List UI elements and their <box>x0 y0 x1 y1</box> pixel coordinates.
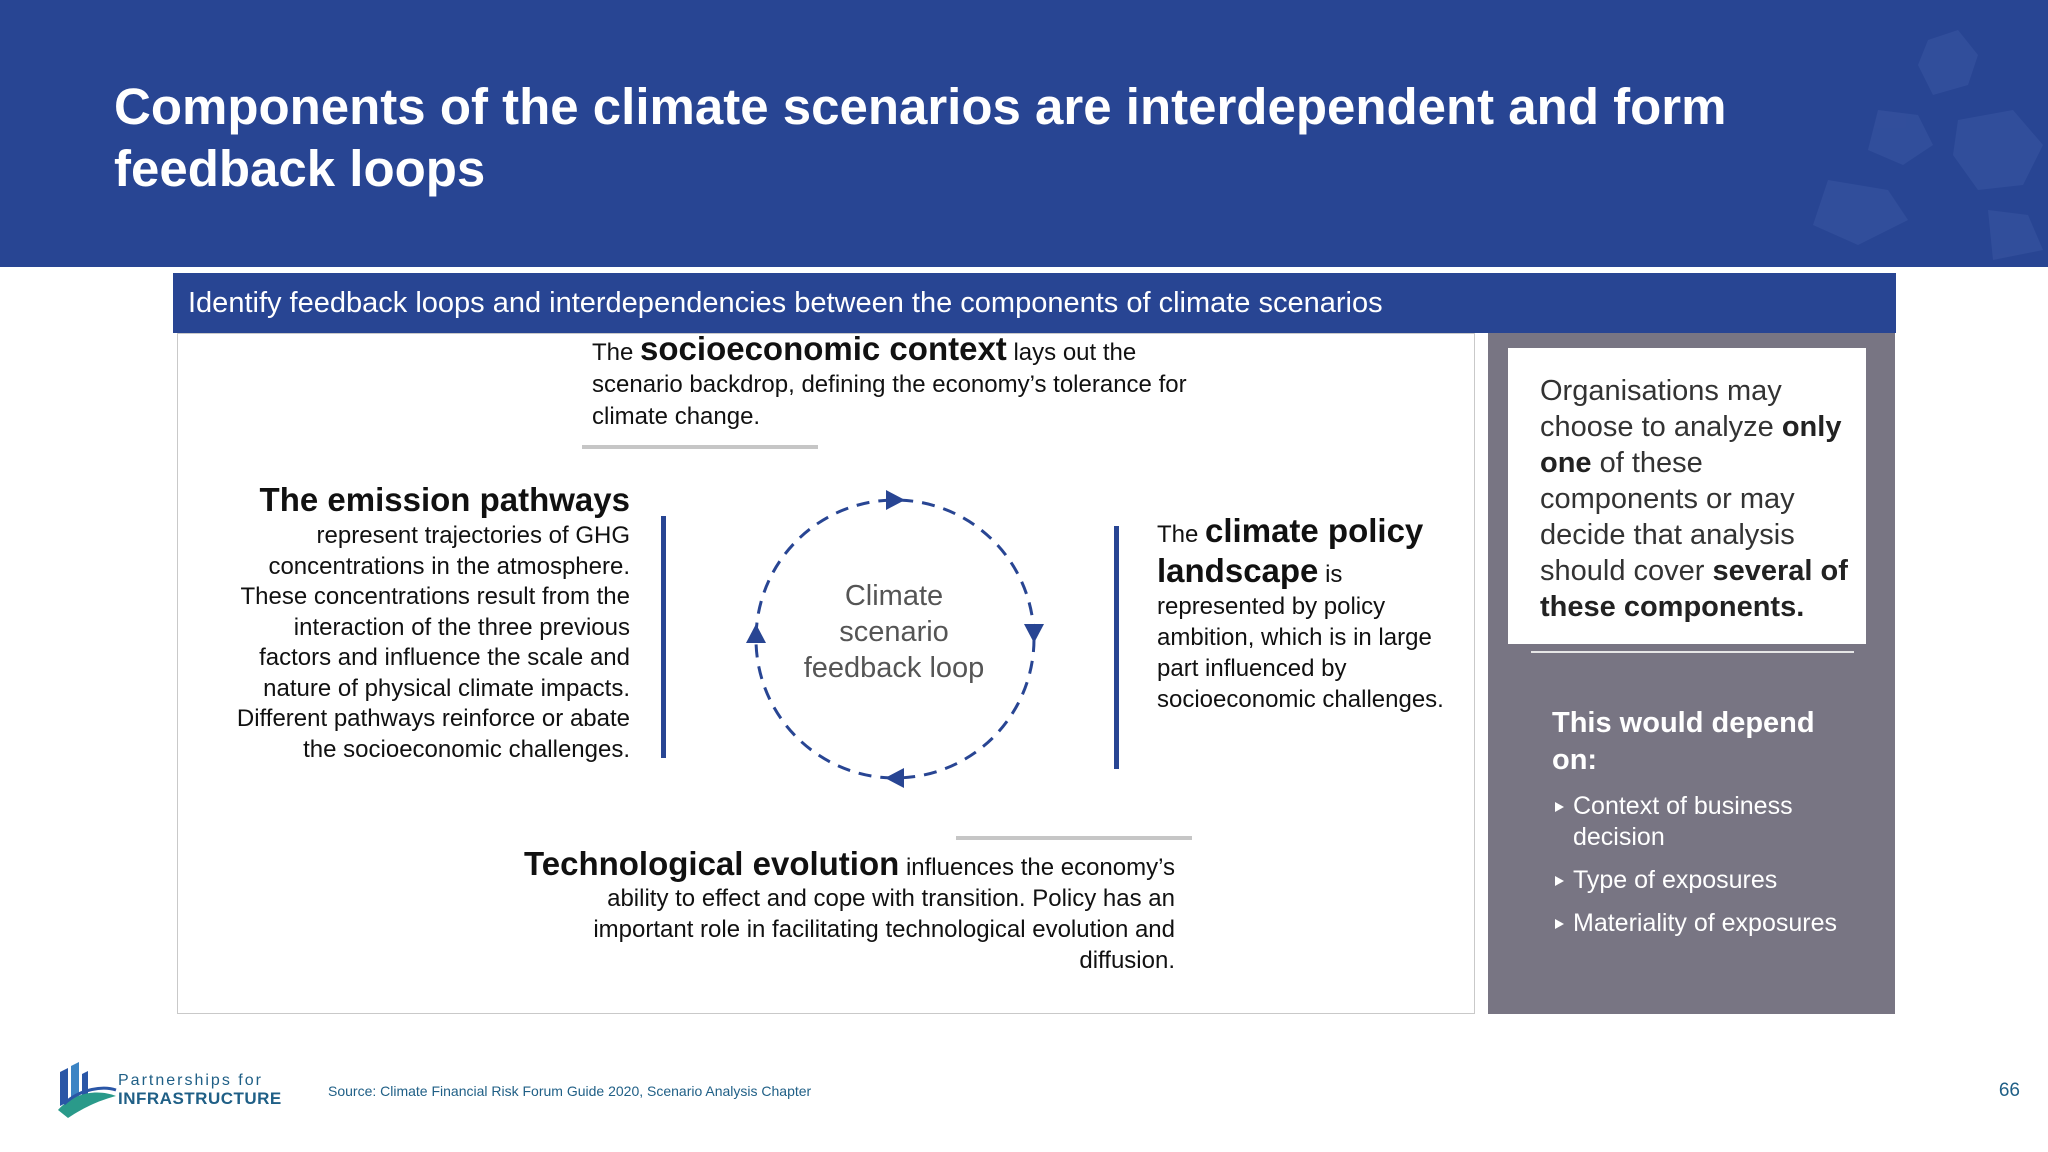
emission-body: represent trajectories of GHG concentrations in the atmosphere. These concentrations result from the interaction of the three previous factors and influence the scale and nature of physical climate impacts. Different pathways reinforce or abate the socioeconomic challenges. <box>236 522 630 763</box>
depend-list <box>1552 791 1852 951</box>
arrow-top-right <box>886 490 905 510</box>
socio-bold: socioeconomic context <box>640 330 1007 367</box>
side-card-text <box>1540 373 1850 625</box>
depend-item-label: Context of business decision <box>1573 792 1793 851</box>
climate-policy-text <box>1157 511 1467 715</box>
card-b1: only one <box>1540 411 1842 479</box>
policy-bold: climate policy landscape <box>1157 512 1424 589</box>
list-item <box>1552 791 1852 853</box>
policy-suffix: is represented by policy ambition, which is in large part influenced by socioeconomic challenges. <box>1157 561 1444 713</box>
section-subheader: Identify feedback loops and interdependencies between the components of climate scenarios <box>173 273 1896 333</box>
depend-heading: This would depend on: <box>1552 707 1815 776</box>
depend-item-label: Type of exposures <box>1573 866 1778 894</box>
tech-suffix: influences the economy’s ability to effect and cope with transition. Policy has an important role in facilitating technological evolution and diffusion. <box>593 854 1175 974</box>
arrow-right-down <box>1024 624 1044 643</box>
bullet-triangle-icon <box>1555 876 1564 886</box>
logo-text-top: Partnerships for <box>118 1072 263 1089</box>
arrow-left-up <box>746 624 766 643</box>
loop-label: Climate scenario feedback loop <box>803 580 985 684</box>
socio-suffix: lays out the scenario backdrop, defining the economy’s tolerance for climate change. <box>592 339 1187 430</box>
card-t1: Organisations may choose to analyze <box>1540 375 1782 443</box>
socio-divider <box>582 445 818 449</box>
depend-item-label: Materiality of exposures <box>1573 909 1838 937</box>
tech-bold: Technological evolution <box>524 845 900 882</box>
socioeconomic-context-text <box>592 330 1232 433</box>
list-item <box>1552 865 1852 896</box>
side-panel-divider <box>1531 651 1854 653</box>
bullet-triangle-icon <box>1555 919 1564 929</box>
socio-prefix: The <box>592 339 641 366</box>
card-t2: of these components or may decide that analysis should cover <box>1540 447 1795 587</box>
left-accent-bar <box>661 516 666 758</box>
arrow-bottom-left <box>885 768 904 788</box>
page-number: 66 <box>1998 1080 2020 1101</box>
header-banner <box>0 0 2048 267</box>
page-title: Components of the climate scenarios are interdependent and form feedback loops <box>114 78 1727 197</box>
right-accent-bar <box>1114 526 1119 769</box>
policy-prefix: The <box>1157 521 1206 548</box>
technological-evolution-text <box>520 845 1175 976</box>
source-note: Source: Climate Financial Risk Forum Guide 2020, Scenario Analysis Chapter <box>328 1083 812 1099</box>
emission-pathways-text <box>230 479 630 765</box>
card-b2: several of these components. <box>1540 555 1848 623</box>
tech-divider <box>956 836 1192 840</box>
bullet-triangle-icon <box>1555 802 1564 812</box>
logo-text-bottom: INFRASTRUCTURE <box>118 1089 282 1108</box>
emission-heading: The emission pathways <box>259 481 630 518</box>
list-item <box>1552 908 1852 939</box>
